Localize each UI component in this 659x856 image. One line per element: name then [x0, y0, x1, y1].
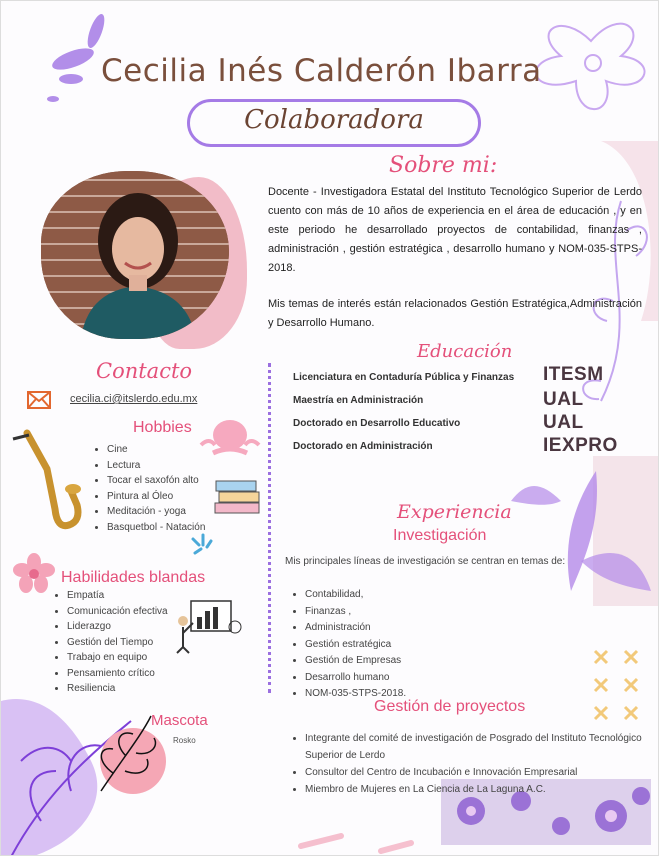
hobbies-list: [93, 442, 205, 535]
soft-skills-list: [53, 588, 168, 697]
about-paragraph: Mis temas de interés están relacionados Gestión Estratégica,Administración y Desarrollo Humano.: [268, 298, 642, 329]
person-name: Cecilia Inés Calderón Ibarra: [101, 53, 542, 89]
list-item: • Empatía: [67, 588, 168, 604]
research-title: Investigación: [393, 527, 487, 544]
role-title: Colaboradora: [244, 105, 424, 135]
list-item: • Liderazgo: [67, 619, 168, 635]
list-item: • Resiliencia: [67, 681, 168, 697]
list-item: • Cine: [107, 442, 205, 458]
hobbies-title: Hobbies: [133, 419, 192, 436]
list-item: • Pensamiento crítico: [67, 666, 168, 682]
pet-title: Mascota: [151, 712, 208, 729]
list-item: • Meditación - yoga: [107, 504, 205, 520]
institution: IEXPRO: [543, 435, 618, 456]
list-item: • Tocar el saxofón alto: [107, 473, 205, 489]
contact-title: Contacto: [96, 359, 193, 383]
list-item: • Finanzas ,: [305, 604, 406, 621]
institution: ITESM: [543, 364, 604, 385]
brain-meditation-icon: [199, 415, 261, 461]
degree: Maestría en Administración: [293, 395, 424, 406]
email-link[interactable]: cecilia.ci@itslerdo.edu.mx: [70, 393, 198, 405]
list-item: • Contabilidad,: [305, 587, 406, 604]
research-list: [291, 587, 406, 703]
list-item: • NOM-035-STPS-2018.: [305, 686, 406, 703]
education-title: Educación: [417, 341, 513, 362]
degree: Doctorado en Desarrollo Educativo: [293, 418, 461, 429]
soft-skills-title: Habilidades blandas: [61, 569, 206, 586]
research-intro: Mis principales líneas de investigación se centran en temas de:: [285, 556, 566, 567]
sparkle-icon: [189, 533, 217, 557]
about-text: [268, 183, 642, 350]
presentation-icon: [173, 597, 245, 655]
list-item: • Gestión de Empresas: [305, 653, 406, 670]
list-item: • Gestión del Tiempo: [67, 635, 168, 651]
list-item: • Consultor del Centro de Incubación e Innovación Empresarial: [305, 764, 650, 781]
list-item: • Administración: [305, 620, 406, 637]
books-icon: [211, 473, 263, 517]
about-title: Sobre mi:: [389, 153, 498, 178]
mail-icon: [27, 391, 51, 409]
experience-title: Experiencia: [397, 501, 512, 523]
degree: Doctorado en Administración: [293, 441, 433, 452]
saxophone-icon: [7, 429, 87, 537]
list-item: • Comunicación efectiva: [67, 604, 168, 620]
projects-list: [291, 730, 650, 798]
list-item: • Integrante del comité de investigación de Posgrado del Instituto Tecnológico Superior de Lerdo: [305, 730, 650, 764]
column-divider: [268, 363, 271, 693]
projects-title: Gestión de proyectos: [374, 698, 526, 715]
institution: UAL: [543, 389, 584, 410]
list-item: • Trabajo en equipo: [67, 650, 168, 666]
list-item: • Pintura al Óleo: [107, 489, 205, 505]
list-item: • Desarrollo humano: [305, 670, 406, 687]
list-item: • Miembro de Mujeres en La Ciencia de La Laguna A.C.: [305, 781, 650, 798]
about-paragraph: Docente - Investigadora Estatal del Instituto Tecnológico Superior de Lerdo cuento con más de 10 años de experiencia en el área de educación , y en este periodo he desarrollado proyectos de contabilidad, finanzas , administración , gestión estratégica , desarrollo humano y NOM-035-STPS-2018.: [268, 186, 642, 274]
profile-photo: [41, 171, 229, 339]
flower-icon: [13, 553, 55, 593]
list-item: • Lectura: [107, 458, 205, 474]
institution: UAL: [543, 412, 584, 433]
pet-name: Rosko: [173, 736, 196, 745]
list-item: • Basquetbol - Natación: [107, 520, 205, 536]
degree: Licenciatura en Contaduría Pública y Finanzas: [293, 372, 515, 383]
list-item: • Gestión estratégica: [305, 637, 406, 654]
